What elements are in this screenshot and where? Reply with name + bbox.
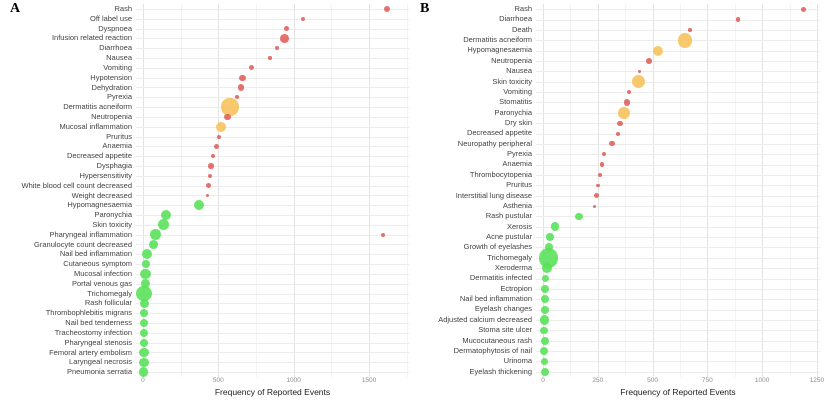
row-gridline	[536, 361, 820, 362]
data-point	[541, 358, 548, 365]
minor-gridline	[331, 4, 332, 377]
row-gridline	[136, 156, 409, 157]
data-point	[540, 327, 547, 334]
panel-a-y-axis-labels	[0, 4, 132, 377]
y-axis-label: Urinoma	[503, 356, 532, 366]
row-gridline	[136, 68, 409, 69]
y-axis-label: Anaemia	[102, 141, 132, 151]
y-axis-label: Tracheostomy infection	[54, 327, 132, 337]
data-point	[158, 219, 169, 230]
panel-a-plot-area	[136, 4, 409, 377]
y-axis-label: Laryngeal necrosis	[69, 357, 132, 367]
y-axis-label: Paronychia	[94, 210, 132, 220]
y-axis-label: Rash follicular	[84, 298, 132, 308]
row-gridline	[136, 48, 409, 49]
row-gridline	[136, 137, 409, 138]
x-tick-label: 1000	[754, 377, 770, 384]
y-axis-label: Paronychia	[494, 107, 532, 117]
data-point	[540, 347, 548, 355]
row-gridline	[136, 343, 409, 344]
minor-gridline	[181, 4, 182, 377]
y-axis-label: Hypomagnesaemia	[67, 200, 132, 210]
row-gridline	[536, 279, 820, 280]
row-gridline	[536, 123, 820, 124]
data-point	[140, 319, 148, 327]
y-axis-label: Nail bed tenderness	[65, 318, 132, 328]
data-point	[616, 132, 620, 136]
y-axis-label: Pharyngeal stenosis	[64, 337, 132, 347]
row-gridline	[536, 82, 820, 83]
row-gridline	[536, 154, 820, 155]
major-gridline	[294, 4, 295, 377]
row-gridline	[136, 146, 409, 147]
y-axis-label: Neuropathy peripheral	[457, 138, 532, 148]
row-gridline	[136, 117, 409, 118]
row-gridline	[536, 289, 820, 290]
data-point	[627, 90, 631, 94]
y-axis-label: Rash pustular	[485, 211, 532, 221]
panel-b-y-axis-labels	[412, 4, 532, 377]
row-gridline	[536, 20, 820, 21]
row-gridline	[136, 254, 409, 255]
data-point	[206, 194, 209, 197]
minor-gridline	[256, 4, 257, 377]
y-axis-label: Xerosis	[506, 221, 532, 231]
data-point	[594, 193, 599, 198]
minor-gridline	[790, 4, 791, 377]
row-gridline	[536, 247, 820, 248]
row-gridline	[136, 186, 409, 187]
y-axis-label: Pneumonia serratia	[66, 367, 132, 377]
y-axis-label: Pyrexia	[106, 92, 132, 102]
data-point	[678, 33, 693, 48]
x-tick-label: 1250	[809, 377, 824, 384]
row-gridline	[136, 372, 409, 373]
row-gridline	[536, 144, 820, 145]
y-axis-label: Vomiting	[103, 62, 132, 72]
x-tick-label: 500	[647, 377, 659, 384]
data-point	[541, 337, 549, 345]
row-gridline	[136, 205, 409, 206]
data-point	[384, 6, 390, 12]
y-axis-label: Growth of eyelashes	[463, 242, 532, 252]
y-axis-label: Death	[511, 24, 532, 34]
data-point	[541, 368, 549, 376]
data-point	[301, 17, 305, 21]
data-point	[239, 75, 245, 81]
row-gridline	[536, 113, 820, 114]
panel-b-letter: B	[420, 1, 430, 16]
data-point	[575, 213, 582, 220]
y-axis-label: Dermatitis acneiform	[63, 102, 132, 112]
row-gridline	[536, 102, 820, 103]
row-gridline	[136, 97, 409, 98]
row-gridline	[536, 165, 820, 166]
minor-gridline	[625, 4, 626, 377]
y-axis-label: Nail bed inflammation	[459, 294, 532, 304]
y-axis-label: Femoral artery embolism	[49, 347, 132, 357]
row-gridline	[536, 134, 820, 135]
data-point	[140, 309, 148, 317]
data-point	[602, 152, 606, 156]
row-gridline	[536, 227, 820, 228]
data-point	[632, 75, 645, 88]
y-axis-label: Pruritus	[506, 180, 532, 190]
row-gridline	[136, 176, 409, 177]
row-gridline	[136, 78, 409, 79]
row-gridline	[136, 9, 409, 10]
x-tick-label: 0	[141, 377, 145, 384]
row-gridline	[536, 320, 820, 321]
y-axis-label: Stomatitis	[499, 97, 532, 107]
data-point	[140, 299, 149, 308]
row-gridline	[536, 310, 820, 311]
major-gridline	[218, 4, 219, 377]
y-axis-label: Eyelash thickening	[469, 366, 532, 376]
data-point	[801, 7, 806, 12]
y-axis-label: Asthenia	[502, 200, 532, 210]
y-axis-label: Mucocutaneous rash	[462, 335, 532, 345]
y-axis-label: Portal venous gas	[71, 278, 132, 288]
row-gridline	[136, 107, 409, 108]
y-axis-label: Dry skin	[504, 117, 532, 127]
y-axis-label: Skin toxicity	[92, 219, 132, 229]
data-point	[551, 222, 560, 231]
y-axis-label: Adjusted calcium decreased	[438, 314, 532, 324]
row-gridline	[136, 225, 409, 226]
row-gridline	[136, 19, 409, 20]
row-gridline	[136, 352, 409, 353]
panel-b-plot-area	[536, 4, 820, 377]
x-tick-label: 250	[592, 377, 604, 384]
x-tick-label: 1500	[361, 377, 377, 384]
data-point	[140, 339, 148, 347]
y-axis-label: Neutropenia	[491, 55, 532, 65]
y-axis-label: Infusion related reaction	[51, 33, 132, 43]
y-axis-label: Dermatitis infected	[469, 273, 532, 283]
data-point	[211, 154, 216, 159]
row-gridline	[536, 196, 820, 197]
data-point	[540, 315, 549, 324]
y-axis-label: Trichomegaly	[87, 288, 132, 298]
row-gridline	[136, 166, 409, 167]
data-point	[149, 240, 158, 249]
y-axis-label: White blood cell count decreased	[21, 180, 132, 190]
row-gridline	[136, 284, 409, 285]
row-gridline	[536, 237, 820, 238]
data-point	[381, 233, 385, 237]
data-point	[593, 205, 596, 208]
data-point	[598, 173, 603, 178]
y-axis-label: Hypomagnesaemia	[467, 45, 532, 55]
row-gridline	[536, 258, 820, 259]
data-point	[224, 114, 231, 121]
y-axis-label: Nausea	[506, 66, 532, 76]
y-axis-label: Pyrexia	[506, 149, 532, 159]
data-point	[142, 249, 152, 259]
panel-b-x-axis-title: Frequency of Reported Events	[620, 387, 736, 397]
data-point	[275, 46, 279, 50]
y-axis-label: Diarrhoea	[499, 14, 532, 24]
data-point	[546, 233, 553, 240]
data-point	[140, 329, 148, 337]
major-gridline	[598, 4, 599, 377]
y-axis-label: Interstitial lung disease	[455, 190, 532, 200]
y-axis-label: Neutropenia	[91, 111, 132, 121]
row-gridline	[536, 341, 820, 342]
row-gridline	[136, 303, 409, 304]
minor-gridline	[735, 4, 736, 377]
data-point	[216, 122, 226, 132]
y-axis-label: Cutaneous symptom	[63, 259, 132, 269]
y-axis-label: Rash	[114, 4, 132, 13]
y-axis-label: Thrombocytopenia	[469, 169, 532, 179]
data-point	[542, 263, 552, 273]
data-point	[142, 260, 151, 269]
row-gridline	[136, 58, 409, 59]
data-point	[624, 99, 630, 105]
row-gridline	[136, 333, 409, 334]
data-point	[541, 295, 549, 303]
y-axis-label: Ectropion	[500, 283, 532, 293]
row-gridline	[136, 29, 409, 30]
row-gridline	[536, 9, 820, 10]
y-axis-label: Anaemia	[502, 159, 532, 169]
y-axis-label: Trichomegaly	[487, 252, 532, 262]
data-point	[139, 367, 148, 376]
panel-b-x-axis-ticks	[412, 377, 824, 386]
row-gridline	[136, 235, 409, 236]
y-axis-label: Pharyngeal inflammation	[49, 229, 132, 239]
y-axis-label: Mucosal infection	[74, 269, 132, 279]
panel-a-x-axis-ticks	[0, 377, 412, 386]
minor-gridline	[570, 4, 571, 377]
row-gridline	[136, 294, 409, 295]
row-gridline	[536, 206, 820, 207]
y-axis-label: Eyelash changes	[474, 304, 532, 314]
row-gridline	[536, 299, 820, 300]
row-gridline	[136, 313, 409, 314]
data-point	[280, 34, 289, 43]
y-axis-label: Granulocyte count decreased	[34, 239, 132, 249]
row-gridline	[136, 244, 409, 245]
data-point	[194, 200, 204, 210]
row-gridline	[536, 51, 820, 52]
y-axis-label: Decreased appetite	[466, 128, 532, 138]
row-gridline	[536, 61, 820, 62]
data-point	[284, 26, 289, 31]
data-point	[139, 358, 148, 367]
y-axis-label: Hypersensitivity	[79, 170, 132, 180]
row-gridline	[136, 195, 409, 196]
data-point	[736, 17, 740, 21]
data-point	[139, 348, 148, 357]
data-point	[542, 275, 549, 282]
y-axis-label: Skin toxicity	[492, 76, 532, 86]
y-axis-label: Decreased appetite	[66, 151, 132, 161]
data-point	[214, 144, 219, 149]
data-point	[541, 285, 549, 293]
y-axis-label: Dysphagia	[96, 161, 132, 171]
y-axis-label: Rash	[514, 4, 532, 13]
y-axis-label: Off label use	[90, 13, 132, 23]
y-axis-label: Thrombophlebitis migrans	[45, 308, 132, 318]
y-axis-label: Hypotension	[90, 72, 132, 82]
data-point	[208, 174, 212, 178]
data-point	[653, 46, 663, 56]
row-gridline	[136, 215, 409, 216]
data-point	[238, 84, 244, 90]
row-gridline	[536, 71, 820, 72]
row-gridline	[536, 351, 820, 352]
major-gridline	[653, 4, 654, 377]
row-gridline	[536, 175, 820, 176]
x-tick-label: 750	[701, 377, 713, 384]
row-gridline	[536, 30, 820, 31]
y-axis-label: Dermatitis acneiform	[463, 35, 532, 45]
y-axis-label: Acne pustular	[486, 231, 532, 241]
row-gridline	[136, 127, 409, 128]
data-point	[600, 162, 604, 166]
y-axis-label: Dermatophytosis of nail	[453, 345, 532, 355]
data-point	[249, 65, 254, 70]
row-gridline	[536, 92, 820, 93]
data-point	[541, 306, 549, 314]
major-gridline	[369, 4, 370, 377]
row-gridline	[136, 264, 409, 265]
row-gridline	[136, 274, 409, 275]
y-axis-label: Mucosal inflammation	[59, 121, 132, 131]
row-gridline	[136, 323, 409, 324]
data-point	[221, 98, 238, 115]
minor-gridline	[680, 4, 681, 377]
data-point	[235, 95, 239, 99]
row-gridline	[536, 330, 820, 331]
major-gridline	[762, 4, 763, 377]
data-point	[217, 135, 221, 139]
x-tick-label: 500	[212, 377, 224, 384]
y-axis-label: Dehydration	[91, 82, 132, 92]
x-tick-label: 1000	[286, 377, 301, 384]
data-point	[596, 184, 600, 188]
y-axis-label: Dyspnoea	[98, 23, 132, 33]
data-point	[609, 141, 614, 146]
data-point	[140, 269, 150, 279]
data-point	[646, 58, 652, 64]
y-axis-label: Diarrhoea	[99, 43, 132, 53]
data-point	[206, 183, 211, 188]
y-axis-label: Stoma site ulcer	[478, 325, 532, 335]
panel-a-x-axis-title: Frequency of Reported Events	[214, 387, 331, 397]
row-gridline	[536, 268, 820, 269]
y-axis-label: Nail bed inflammation	[59, 249, 132, 259]
panel-a-letter: A	[10, 1, 21, 16]
data-point	[618, 107, 630, 119]
y-axis-label: Pruritus	[106, 131, 132, 141]
major-gridline	[707, 4, 708, 377]
row-gridline	[136, 87, 409, 88]
y-axis-label: Weight decreased	[71, 190, 132, 200]
y-axis-label: Nausea	[106, 53, 132, 63]
y-axis-label: Vomiting	[503, 86, 532, 96]
data-point	[617, 121, 622, 126]
data-point	[208, 163, 213, 168]
panel-b	[412, 0, 824, 403]
data-point	[688, 28, 691, 31]
row-gridline	[136, 362, 409, 363]
row-gridline	[536, 185, 820, 186]
row-gridline	[136, 38, 409, 39]
data-point	[150, 229, 160, 239]
y-axis-label: Xeroderma	[494, 263, 532, 273]
major-gridline	[817, 4, 818, 377]
x-tick-label: 0	[541, 377, 545, 384]
data-point	[268, 56, 271, 59]
minor-gridline	[407, 4, 408, 377]
row-gridline	[536, 372, 820, 373]
